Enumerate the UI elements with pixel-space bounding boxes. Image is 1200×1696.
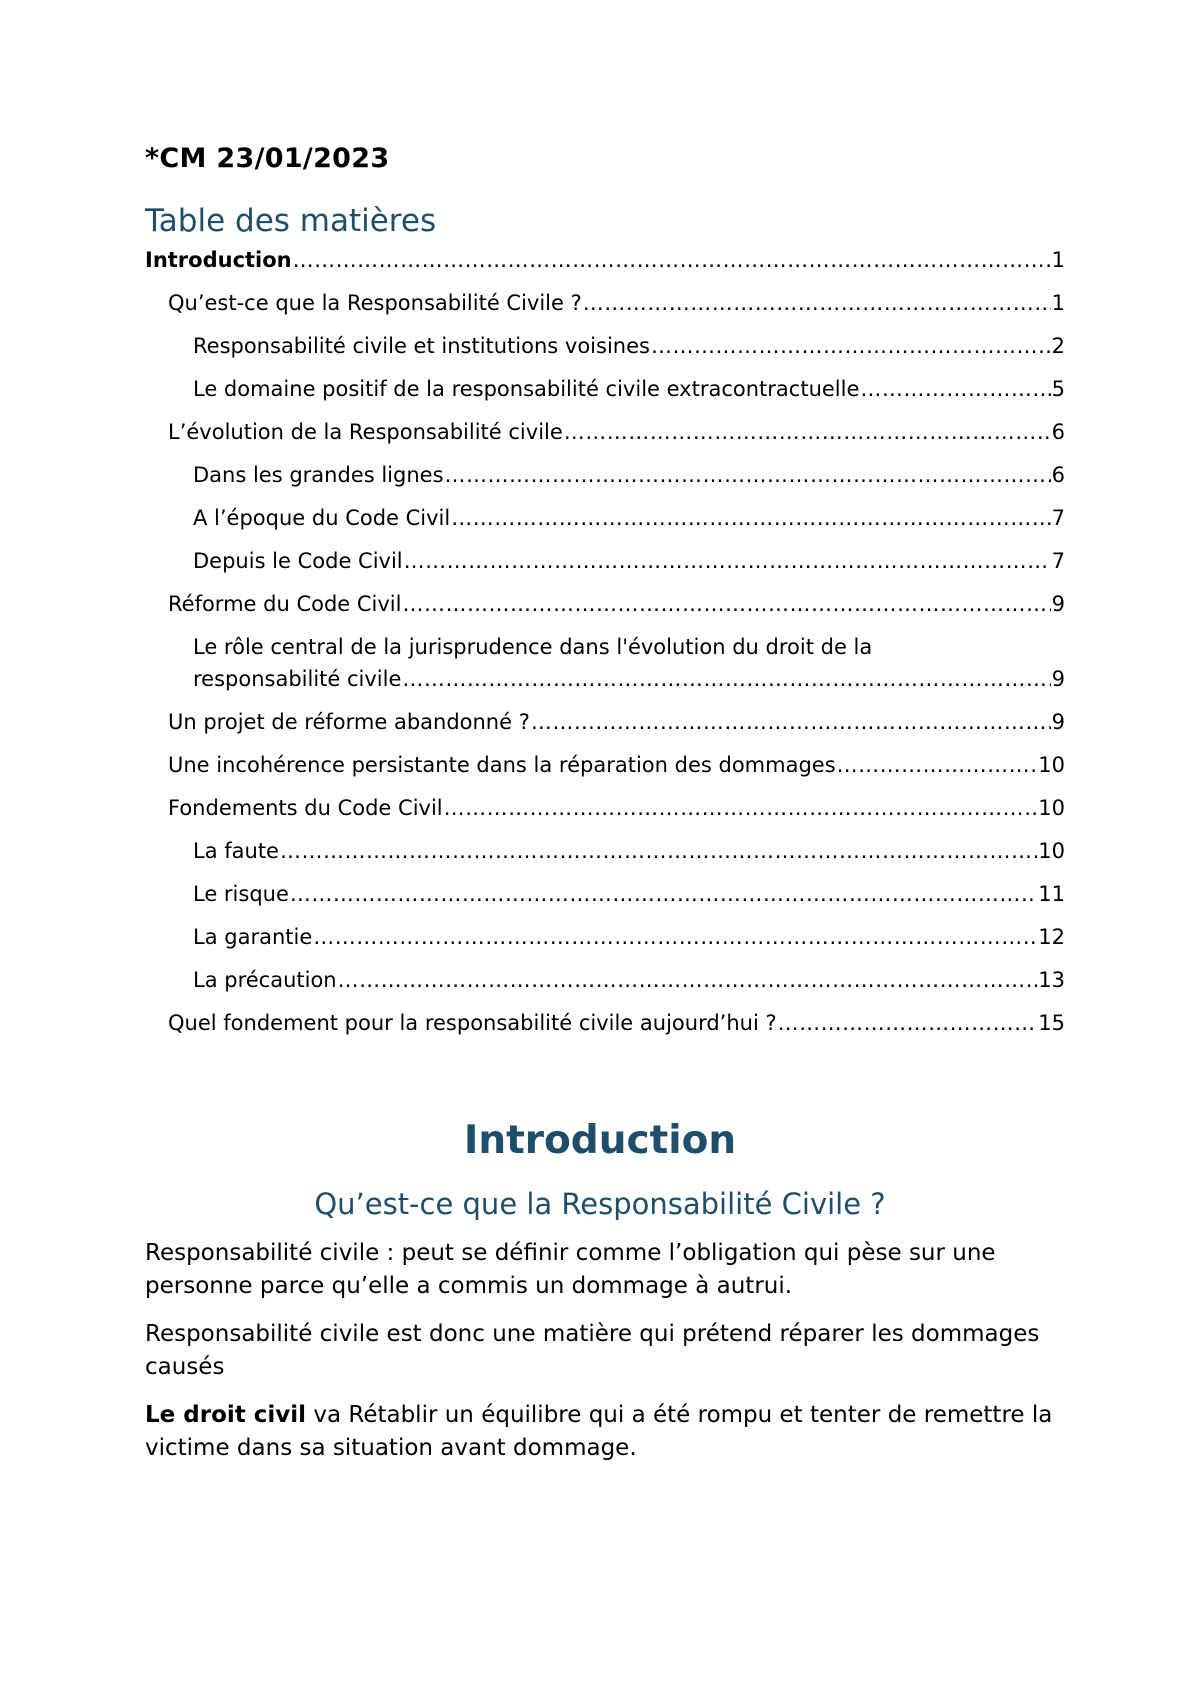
toc-entry-page: 6 xyxy=(1051,420,1065,444)
toc-leader-dots xyxy=(402,663,1050,695)
toc-entry-fondements[interactable] xyxy=(145,792,1065,835)
toc-leader-dots xyxy=(651,330,1051,362)
toc-leader-dots xyxy=(860,373,1050,405)
toc-entry-page: 1 xyxy=(1051,248,1065,272)
toc-leader-dots xyxy=(564,416,1051,448)
bold-term-droit-civil: Le droit civil xyxy=(145,1402,307,1428)
toc-entry-label: Un projet de réforme abandonné ? xyxy=(168,710,530,734)
table-of-contents xyxy=(145,244,1065,1050)
toc-entry-reforme-code-civil[interactable] xyxy=(145,588,1065,631)
toc-entry-page: 10 xyxy=(1038,839,1065,863)
toc-entry-introduction[interactable] xyxy=(145,244,1065,287)
toc-entry-label: Une incohérence persistante dans la réparation des dommages xyxy=(168,753,836,777)
body-paragraph-1: Responsabilité civile : peut se définir comme l’obligation qui pèse sur une personne parce qu’elle a commis un dommage à autrui. xyxy=(145,1240,996,1299)
body-paragraph-2: Responsabilité civile est donc une matière qui prétend réparer les dommages causés xyxy=(145,1321,1040,1380)
toc-entry-label: Quel fondement pour la responsabilité civile aujourd’hui ? xyxy=(168,1011,777,1035)
toc-entry-page: 10 xyxy=(1038,753,1065,777)
toc-entry-label: A l’époque du Code Civil xyxy=(193,506,451,530)
toc-entry-label: Depuis le Code Civil xyxy=(193,549,403,573)
toc-entry-evolution-rc[interactable] xyxy=(145,416,1065,459)
document-date-title: *CM 23/01/2023 xyxy=(145,143,390,174)
toc-entry-page: 9 xyxy=(1051,710,1065,734)
toc-entry-le-risque[interactable] xyxy=(145,878,1065,921)
toc-entry-institutions-voisines[interactable] xyxy=(145,330,1065,373)
toc-entry-page: 11 xyxy=(1038,882,1065,906)
toc-entry-page: 13 xyxy=(1038,968,1065,992)
toc-leader-dots xyxy=(837,749,1038,781)
toc-entry-page: 10 xyxy=(1038,796,1065,820)
toc-entry-page: 12 xyxy=(1038,925,1065,949)
toc-leader-dots xyxy=(293,244,1051,276)
toc-entry-label: Responsabilité civile et institutions voisines xyxy=(193,334,650,358)
section-subtitle: Qu’est-ce que la Responsabilité Civile ? xyxy=(314,1187,886,1221)
toc-entry-role-jurisprudence[interactable] xyxy=(145,631,1065,706)
toc-entry-page: 7 xyxy=(1051,506,1065,530)
toc-entry-quel-fondement[interactable] xyxy=(145,1007,1065,1050)
toc-entry-page: 15 xyxy=(1038,1011,1065,1035)
toc-entry-depuis-code-civil[interactable] xyxy=(145,545,1065,588)
toc-entry-page: 2 xyxy=(1051,334,1065,358)
toc-entry-label: Le domaine positif de la responsabilité civile extracontractuelle xyxy=(193,377,860,401)
toc-entry-domaine-positif[interactable] xyxy=(145,373,1065,416)
toc-entry-la-faute[interactable] xyxy=(145,835,1065,878)
toc-entry-grandes-lignes[interactable] xyxy=(145,459,1065,502)
toc-leader-dots xyxy=(313,921,1037,953)
toc-entry-label: La précaution xyxy=(193,968,337,992)
toc-entry-label: La faute xyxy=(193,839,279,863)
toc-heading: Table des matières xyxy=(145,203,437,239)
toc-leader-dots xyxy=(583,287,1051,319)
toc-leader-dots xyxy=(280,835,1037,867)
toc-entry-label-line1: Le rôle central de la jurisprudence dans l'évolution du droit de la xyxy=(193,635,873,659)
toc-entry-page: 9 xyxy=(1051,667,1065,691)
toc-entry-projet-reforme[interactable] xyxy=(145,706,1065,749)
toc-leader-dots xyxy=(290,878,1037,910)
toc-leader-dots xyxy=(451,502,1050,534)
toc-entry-page: 5 xyxy=(1051,377,1065,401)
toc-entry-la-garantie[interactable] xyxy=(145,921,1065,964)
toc-entry-page: 9 xyxy=(1051,592,1065,616)
toc-entry-quest-ce-que-rc[interactable] xyxy=(145,287,1065,330)
toc-leader-dots xyxy=(444,792,1038,824)
toc-entry-page: 7 xyxy=(1051,549,1065,573)
toc-entry-label: Qu’est-ce que la Responsabilité Civile ? xyxy=(168,291,582,315)
toc-leader-dots xyxy=(531,706,1051,738)
toc-entry-page: 1 xyxy=(1051,291,1065,315)
toc-entry-label: Dans les grandes lignes xyxy=(193,463,444,487)
toc-leader-dots xyxy=(778,1007,1038,1039)
toc-entry-label: Réforme du Code Civil xyxy=(168,592,402,616)
section-title: Introduction xyxy=(463,1118,737,1163)
toc-entry-incoherence[interactable] xyxy=(145,749,1065,792)
toc-leader-dots xyxy=(402,588,1050,620)
toc-entry-label: Fondements du Code Civil xyxy=(168,796,443,820)
toc-entry-label: La garantie xyxy=(193,925,313,949)
toc-entry-epoque-code-civil[interactable] xyxy=(145,502,1065,545)
body-paragraph-3-rest: va Rétablir un équilibre qui a été rompu et tenter de remettre la victime dans sa situation avant dommage. xyxy=(145,1402,1053,1461)
toc-leader-dots xyxy=(445,459,1051,491)
toc-entry-label: L’évolution de la Responsabilité civile xyxy=(168,420,563,444)
toc-leader-dots xyxy=(338,964,1038,996)
body-paragraph-3 xyxy=(145,1399,1075,1465)
toc-leader-dots xyxy=(404,545,1051,577)
toc-entry-label: Introduction xyxy=(145,248,292,272)
toc-entry-label: Le risque xyxy=(193,882,289,906)
toc-entry-label-line2-row xyxy=(193,663,1065,695)
toc-entry-page: 6 xyxy=(1051,463,1065,487)
toc-entry-la-precaution[interactable] xyxy=(145,964,1065,1007)
toc-entry-label-line2: responsabilité civile xyxy=(193,667,402,691)
